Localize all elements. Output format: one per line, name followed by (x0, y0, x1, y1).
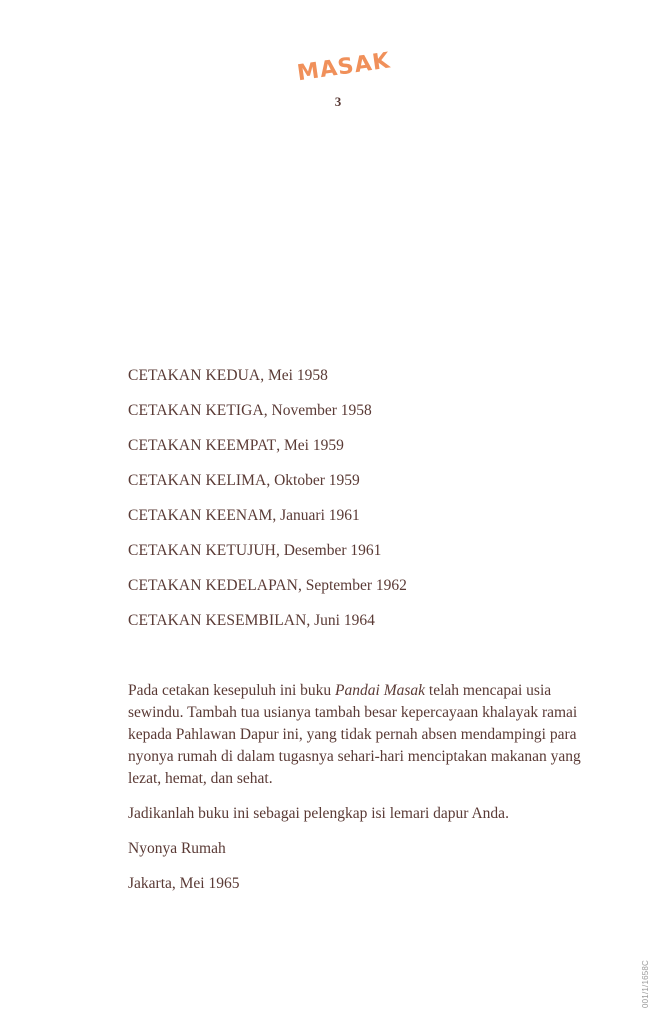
book-title: Pandai Masak (335, 682, 426, 699)
preface-text-start: Pada cetakan kesepuluh ini buku (128, 682, 336, 699)
edition-date: Januari 1961 (280, 507, 360, 524)
edition-date: Juni 1964 (314, 612, 375, 629)
edition-date: Mei 1959 (284, 437, 344, 454)
edition-item: CETAKAN KETUJUH, Desember 1961 (128, 542, 382, 559)
edition-item: CETAKAN KEDELAPAN, September 1962 (128, 577, 407, 594)
edition-item: CETAKAN KEEMPAT, Mei 1959 (128, 437, 344, 454)
edition-name: CETAKAN KEDUA (128, 367, 261, 384)
preface-paragraph (128, 680, 598, 790)
edition-item: CETAKAN KEDUA, Mei 1958 (128, 367, 328, 384)
place-date: Jakarta, Mei 1965 (128, 875, 240, 892)
edition-name: CETAKAN KESEMBILAN (128, 612, 307, 629)
edition-date: Mei 1958 (267, 367, 328, 384)
edition-name: CETAKAN KETIGA (128, 402, 264, 419)
edition-item: CETAKAN KEENAM, Januari 1961 (128, 507, 360, 524)
edition-item: CETAKAN KELIMA, Oktober 1959 (128, 472, 360, 489)
edition-item: CETAKAN KETIGA, November 1958 (128, 402, 372, 419)
side-code: 001/1/1658C (641, 959, 650, 1008)
page-number: 3 (334, 94, 342, 109)
edition-date: November 1958 (271, 402, 372, 419)
edition-item: CETAKAN KESEMBILAN, Juni 1964 (128, 612, 375, 629)
edition-date: Desember 1961 (283, 542, 382, 559)
edition-date: September 1962 (305, 577, 407, 594)
edition-name: CETAKAN KELIMA (128, 472, 267, 489)
preface (128, 680, 598, 908)
edition-name: CETAKAN KEENAM (128, 507, 273, 524)
preface-paragraph-2: Jadikanlah buku ini sebagai pelengkap isi lemari dapur Anda. (128, 805, 509, 822)
edition-name: CETAKAN KETUJUH (128, 542, 276, 559)
edition-name: CETAKAN KEEMPAT (128, 437, 277, 454)
masak-logo: MASAK (295, 48, 393, 87)
signature: Nyonya Rumah (128, 840, 226, 857)
edition-name: CETAKAN KEDELAPAN (128, 577, 298, 594)
preface-text-end: telah mencapai usia sewindu. Tambah tua usianya tambah besar kepercayaan khalayak ramai kepada Pahlawan Dapur ini, yang tidak pernah absen mendampingi para nyonya rumah di dalam tugasnya sehari-hari menciptakan makanan yang lezat, hemat, dan sehat. (128, 682, 581, 787)
edition-list (128, 366, 407, 646)
edition-date: Oktober 1959 (274, 472, 360, 489)
